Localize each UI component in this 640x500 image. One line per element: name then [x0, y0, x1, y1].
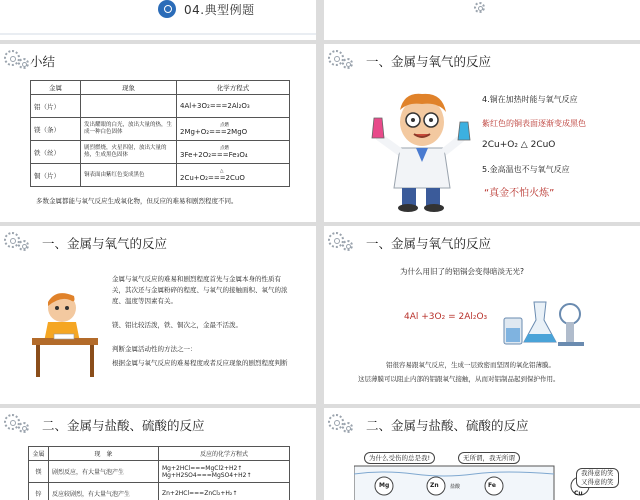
metal-cell: 铜（片）: [31, 164, 81, 187]
gear-icon: [342, 240, 353, 251]
slide-title: 一、金属与氧气的反应: [366, 54, 492, 69]
point-4-text: 4.铜在加热时能与氧气反应: [482, 95, 578, 104]
observation-text: 紫红色的铜表面逐渐变成黑色: [482, 119, 586, 128]
equation-hcl: Mg+2HCl===MgCl2+H2↑: [162, 464, 243, 472]
gears-decoration: [328, 50, 364, 70]
equation-cell: 4Al+3O₂===2Al₂O₃: [177, 95, 290, 118]
equation-cell: [159, 461, 290, 483]
activity-order-text: 镁、铝比较活泼，铁、铜次之，金最不活泼。: [112, 321, 242, 329]
table-row: [31, 118, 290, 141]
slide-title: 一、金属与氧气的反应: [42, 236, 168, 251]
reaction-condition: △: [220, 168, 224, 174]
section-number-icon: [158, 0, 176, 18]
gear-icon: [474, 2, 485, 13]
slide-title: 二、金属与盐酸、硫酸的反应: [366, 418, 529, 433]
metal-label-zn: Zn: [430, 482, 439, 489]
metal-cell: 镁（条）: [31, 118, 81, 141]
question-text: 为什么用旧了的铝锅会变得暗淡无光?: [400, 267, 524, 276]
factors-paragraph: 金属与氧气反应的难易和剧烈程度首先与金属本身的性质有关，其次还与金属粉碎的程度、与氧气的接触面积、氧气的浓度、温度等因素有关。: [112, 275, 288, 305]
gear-icon: [18, 58, 29, 69]
phenomenon-cell: 发出耀眼的白光，放出大量的热，生成一种白色固体: [81, 118, 177, 141]
reaction-condition: 点燃: [220, 123, 229, 128]
aluminum-equation: 4Al +3O₂ = 2Al₂O₃: [404, 312, 488, 322]
copper-equation: 2Cu+O₂ △ 2CuO: [482, 140, 556, 150]
method-text: 根据金属与氧气反应的难易程度或者反应现象的剧烈程度判断: [112, 359, 288, 367]
table-row: [29, 483, 290, 500]
slide-thumbnail-section-header[interactable]: [0, 0, 316, 40]
phenomenon-cell: 剧烈燃烧，火星四射，放出大量的热，生成黑色固体: [81, 141, 177, 164]
equation-cell: [159, 483, 290, 500]
table-header-row: [31, 81, 290, 95]
equation-text: 2Cu+O₂===2CuO: [180, 173, 245, 182]
phenomenon-cell: [81, 95, 177, 118]
slide-thumbnail-copper-oxygen[interactable]: [324, 44, 640, 222]
gear-icon: [18, 422, 29, 433]
slide-thumbnail-summary[interactable]: [0, 44, 316, 222]
table-row: [29, 461, 290, 483]
reaction-condition: 点燃: [220, 146, 229, 151]
table-row: [31, 95, 290, 118]
table-row: [31, 141, 290, 164]
table-header: 金属: [29, 447, 49, 461]
summary-table: [30, 80, 290, 187]
slide-title: 一、金属与氧气的反应: [366, 236, 492, 251]
equation-cell: [177, 164, 290, 187]
gears-decoration: [328, 232, 364, 252]
table-header: 反应的化学方程式: [159, 447, 290, 461]
bubble-3-line-2: 又得意的笑: [581, 478, 614, 486]
table-header: 化学方程式: [177, 81, 290, 95]
explanation-line-2: 这层薄膜可以阻止内部的铝跟氧气接触，从而对铝制品起到保护作用。: [358, 375, 560, 383]
table-header: 现 象: [49, 447, 159, 461]
equation-text: 3Fe+2O₂===Fe₃O₄: [180, 151, 248, 159]
gears-decoration: [328, 414, 364, 434]
slide-thumbnail-metals-cartoon[interactable]: [324, 408, 640, 500]
metal-cell: 镁: [29, 461, 49, 483]
metal-cell: 铁（丝）: [31, 141, 81, 164]
metal-cell: 铝（片）: [31, 95, 81, 118]
acid-reaction-table: [28, 446, 290, 500]
method-heading: 判断金属活动性的方法之一：: [112, 345, 197, 353]
table-header: 现象: [81, 81, 177, 95]
speech-bubble-1: 为什么受伤的总是我!: [364, 452, 435, 464]
speech-bubble-3: [576, 468, 619, 488]
gear-icon: [342, 58, 353, 69]
acid-label: 盐酸: [450, 484, 461, 490]
slide-thumbnail-reaction-factors[interactable]: [0, 226, 316, 404]
equation-h2so4: Mg+H2SO4===MgSO4+H2↑: [162, 471, 252, 479]
equation-cell: [177, 141, 290, 164]
equation-text: 2Mg+O₂===2MgO: [180, 128, 248, 136]
gears-decoration: [4, 414, 40, 434]
equation-cell: [177, 118, 290, 141]
table-header: 金属: [31, 81, 81, 95]
summary-note: 多数金属都能与氧气反应生成氧化物，但反应的难易和剧烈程度不同。: [36, 197, 238, 205]
gear-icon: [18, 240, 29, 251]
bubble-3-line-1: 我得意的笑: [581, 469, 614, 477]
slide-thumbnail-aluminum-pot[interactable]: [324, 226, 640, 404]
divider: [0, 33, 316, 35]
slide-thumbnail-blank[interactable]: [324, 0, 640, 40]
table-row: [31, 164, 290, 187]
slide-title: 二、金属与盐酸、硫酸的反应: [42, 418, 205, 433]
metal-label-fe: Fe: [488, 482, 496, 489]
section-title: 04.典型例题: [184, 3, 255, 17]
equation-hcl: Zn+2HCl===ZnCl₂+H₂↑: [162, 490, 238, 497]
lab-equipment-illustration: [500, 292, 590, 348]
slide-title: 小结: [30, 54, 56, 69]
student-desk-illustration: [26, 286, 106, 386]
metal-label-mg: Mg: [379, 482, 390, 489]
speech-bubble-2: 无所谓，我无所谓: [458, 452, 520, 464]
scientist-illustration: [364, 80, 474, 216]
saying-text: “真金不怕火炼”: [484, 188, 555, 199]
explanation-line-1: 铝很容易跟氧气反应，生成一层致密而坚固的氧化铝薄膜。: [386, 361, 555, 369]
gear-icon: [342, 422, 353, 433]
metal-label-cu: Cu: [574, 490, 583, 497]
phenomenon-cell: 剧烈反应，有大量气泡产生: [49, 461, 159, 483]
slide-thumbnail-acid-table[interactable]: [0, 408, 316, 500]
phenomenon-cell: 反应较剧烈，有大量气泡产生: [49, 483, 159, 500]
gears-decoration: [4, 232, 40, 252]
phenomenon-cell: 铜表面由紫红色变成黑色: [81, 164, 177, 187]
point-5-text: 5.金高温也不与氧气反应: [482, 165, 570, 174]
metal-cell: 锌: [29, 483, 49, 500]
table-header-row: [29, 447, 290, 461]
